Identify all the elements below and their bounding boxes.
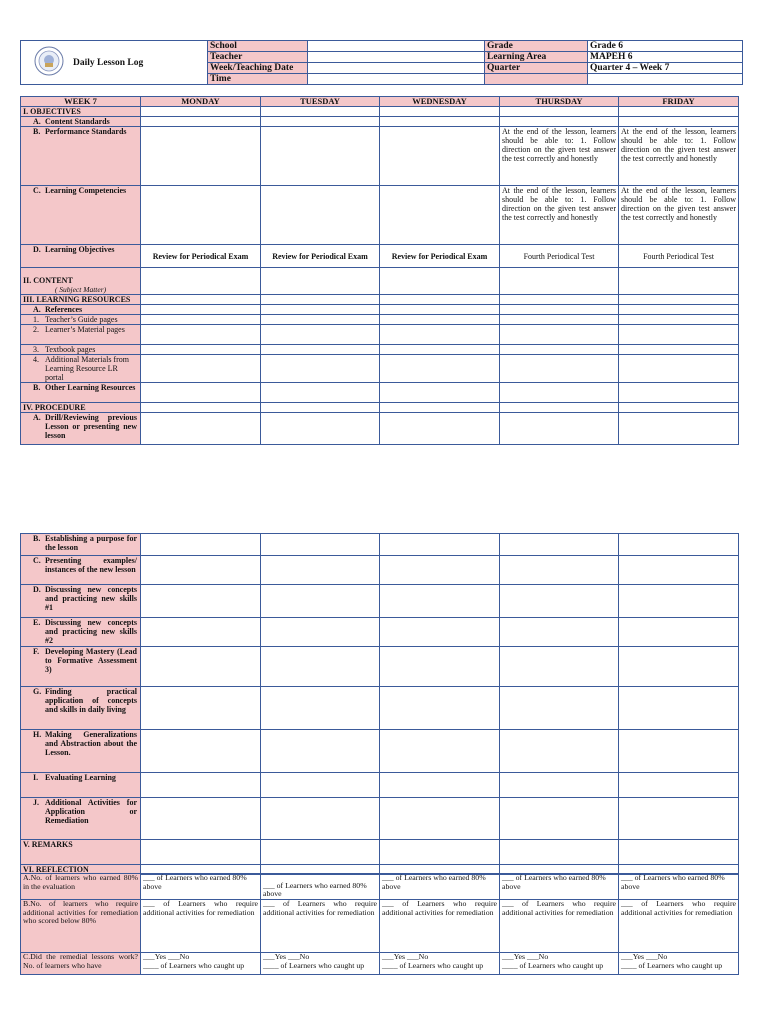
header-label-time: Time bbox=[208, 74, 308, 85]
friday-test: Fourth Periodical Test bbox=[619, 245, 739, 268]
row-performance-standards: B. Performance Standards bbox=[21, 127, 141, 186]
header-label-grade: Grade bbox=[485, 41, 588, 52]
header-value-blank bbox=[588, 74, 743, 85]
col-week: WEEK 7 bbox=[21, 97, 141, 107]
reflection-a-wednesday: ___ of Learners who earned 80% above bbox=[380, 874, 500, 900]
reflection-label-c: C.Did the remedial lessons work? No. of learners who have bbox=[21, 953, 141, 975]
reflection-c-monday: ___Yes ___No ____ of Learners who caught up bbox=[141, 953, 261, 975]
thursday-test: Fourth Periodical Test bbox=[500, 245, 619, 268]
header-label-learning-area: Learning Area bbox=[485, 52, 588, 63]
wednesday-review: Review for Periodical Exam bbox=[380, 245, 500, 268]
section-reflection: VI. REFLECTION bbox=[21, 865, 141, 875]
col-friday: FRIDAY bbox=[619, 97, 739, 107]
row-other-resources: B. Other Learning Resources bbox=[21, 383, 141, 403]
lesson-log-table-part-1 bbox=[20, 96, 739, 445]
row-learning-competencies: C. Learning Competencies bbox=[21, 186, 141, 245]
reflection-a-tuesday: ___ of Learners who earned 80% above bbox=[261, 874, 380, 900]
row-additional-materials: 4. Additional Materials from Learning Resource LR portal bbox=[21, 355, 141, 383]
tuesday-review: Review for Periodical Exam bbox=[261, 245, 380, 268]
row-discussing-1: D. Discussing new concepts and practicing new skills #1 bbox=[21, 585, 141, 618]
col-thursday: THURSDAY bbox=[500, 97, 619, 107]
row-finding-application: G. Finding practical application of concepts and skills in daily living bbox=[21, 687, 141, 730]
header-value-school bbox=[308, 41, 485, 52]
friday-learning-competencies: At the end of the lesson, learners should be able to: 1. Follow direction on the given test answer the test correctly and honestly bbox=[619, 186, 739, 245]
header-value-week bbox=[308, 63, 485, 74]
row-content-standards: A. Content Standards bbox=[21, 117, 141, 127]
row-additional-activities: J. Additional Activities for Application or Remediation bbox=[21, 798, 141, 840]
section-remarks: V. REMARKS bbox=[21, 840, 141, 865]
thursday-performance-standards: At the end of the lesson, learners should be able to: 1. Follow direction on the given test answer the test correctly and honestly bbox=[500, 127, 619, 186]
row-discussing-2: E. Discussing new concepts and practicing new skills #2 bbox=[21, 618, 141, 647]
row-evaluating-learning: I. Evaluating Learning bbox=[21, 773, 141, 798]
row-generalizations: H. Making Generalizations and Abstraction about the Lesson. bbox=[21, 730, 141, 773]
content-subtitle: ( Subject Matter) bbox=[54, 285, 107, 294]
row-textbook-pages: 3. Textbook pages bbox=[21, 345, 141, 355]
reflection-b-wednesday: ___ of Learners who require additional activities for remediation bbox=[380, 900, 500, 953]
header-label-school: School bbox=[208, 41, 308, 52]
section-objectives: I. OBJECTIVES bbox=[21, 107, 141, 117]
reflection-table bbox=[20, 873, 739, 975]
row-drill-review: A. Drill/Reviewing previous Lesson or presenting new lesson bbox=[21, 413, 141, 445]
reflection-c-wednesday: ___Yes ___No ____ of Learners who caught up bbox=[380, 953, 500, 975]
reflection-a-thursday: ___ of Learners who earned 80% above bbox=[500, 874, 619, 900]
header-label-blank bbox=[485, 74, 588, 85]
header-label-week: Week/Teaching Date bbox=[208, 63, 308, 74]
header-value-grade: Grade 6 bbox=[588, 41, 743, 52]
thursday-learning-competencies: At the end of the lesson, learners should be able to: 1. Follow direction on the given test answer the test correctly and honestly bbox=[500, 186, 619, 245]
document-title: Daily Lesson Log bbox=[73, 57, 144, 68]
monday-review: Review for Periodical Exam bbox=[141, 245, 261, 268]
day-header-row bbox=[21, 97, 739, 107]
header-value-teacher bbox=[308, 52, 485, 63]
reflection-b-monday: ___ of Learners who require additional activities for remediation bbox=[141, 900, 261, 953]
header-table bbox=[20, 40, 743, 85]
reflection-c-thursday: ___Yes ___No ____ of Learners who caught up bbox=[500, 953, 619, 975]
section-learning-resources: III. LEARNING RESOURCES bbox=[21, 295, 141, 305]
reflection-label-a: A.No. of learners who earned 80% in the evaluation bbox=[21, 874, 141, 900]
reflection-label-b: B.No. of learners who require additional activities for remediation who scored below 80% bbox=[21, 900, 141, 953]
col-wednesday: WEDNESDAY bbox=[380, 97, 500, 107]
row-developing-mastery: F. Developing Mastery (Lead to Formative Assessment 3) bbox=[21, 647, 141, 687]
section-content: II. CONTENT ( Subject Matter) bbox=[21, 268, 141, 295]
reflection-b-thursday: ___ of Learners who require additional activities for remediation bbox=[500, 900, 619, 953]
row-references: A. References bbox=[21, 305, 141, 315]
header-value-time bbox=[308, 74, 485, 85]
row-presenting-examples: C. Presenting examples/ instances of the new lesson bbox=[21, 556, 141, 585]
reflection-b-friday: ___ of Learners who require additional activities for remediation bbox=[619, 900, 739, 953]
reflection-a-friday: ___ of Learners who earned 80% above bbox=[619, 874, 739, 900]
section-procedure: IV. PROCEDURE bbox=[21, 403, 141, 413]
reflection-c-friday: ___Yes ___No ____ of Learners who caught up bbox=[619, 953, 739, 975]
reflection-a-monday: ___ of Learners who earned 80% above bbox=[141, 874, 261, 900]
header-title-cell bbox=[21, 41, 208, 85]
header-label-teacher: Teacher bbox=[208, 52, 308, 63]
row-establishing-purpose: B. Establishing a purpose for the lesson bbox=[21, 534, 141, 556]
col-monday: MONDAY bbox=[141, 97, 261, 107]
header-label-quarter: Quarter bbox=[485, 63, 588, 74]
row-teachers-guide: 1. Teacher’s Guide pages bbox=[21, 315, 141, 325]
header-value-learning-area: MAPEH 6 bbox=[588, 52, 743, 63]
reflection-b-tuesday: ___ of Learners who require additional activities for remediation bbox=[261, 900, 380, 953]
header-value-quarter: Quarter 4 – Week 7 bbox=[588, 63, 743, 74]
row-learners-material: 2. Learner’s Material pages bbox=[21, 325, 141, 345]
row-learning-objectives: D. Learning Objectives bbox=[21, 245, 141, 268]
col-tuesday: TUESDAY bbox=[261, 97, 380, 107]
lesson-log-table-part-2 bbox=[20, 533, 739, 875]
reflection-c-tuesday: ___Yes ___No ____ of Learners who caught up bbox=[261, 953, 380, 975]
friday-performance-standards: At the end of the lesson, learners should be able to: 1. Follow direction on the given test answer the test correctly and honestly bbox=[619, 127, 739, 186]
